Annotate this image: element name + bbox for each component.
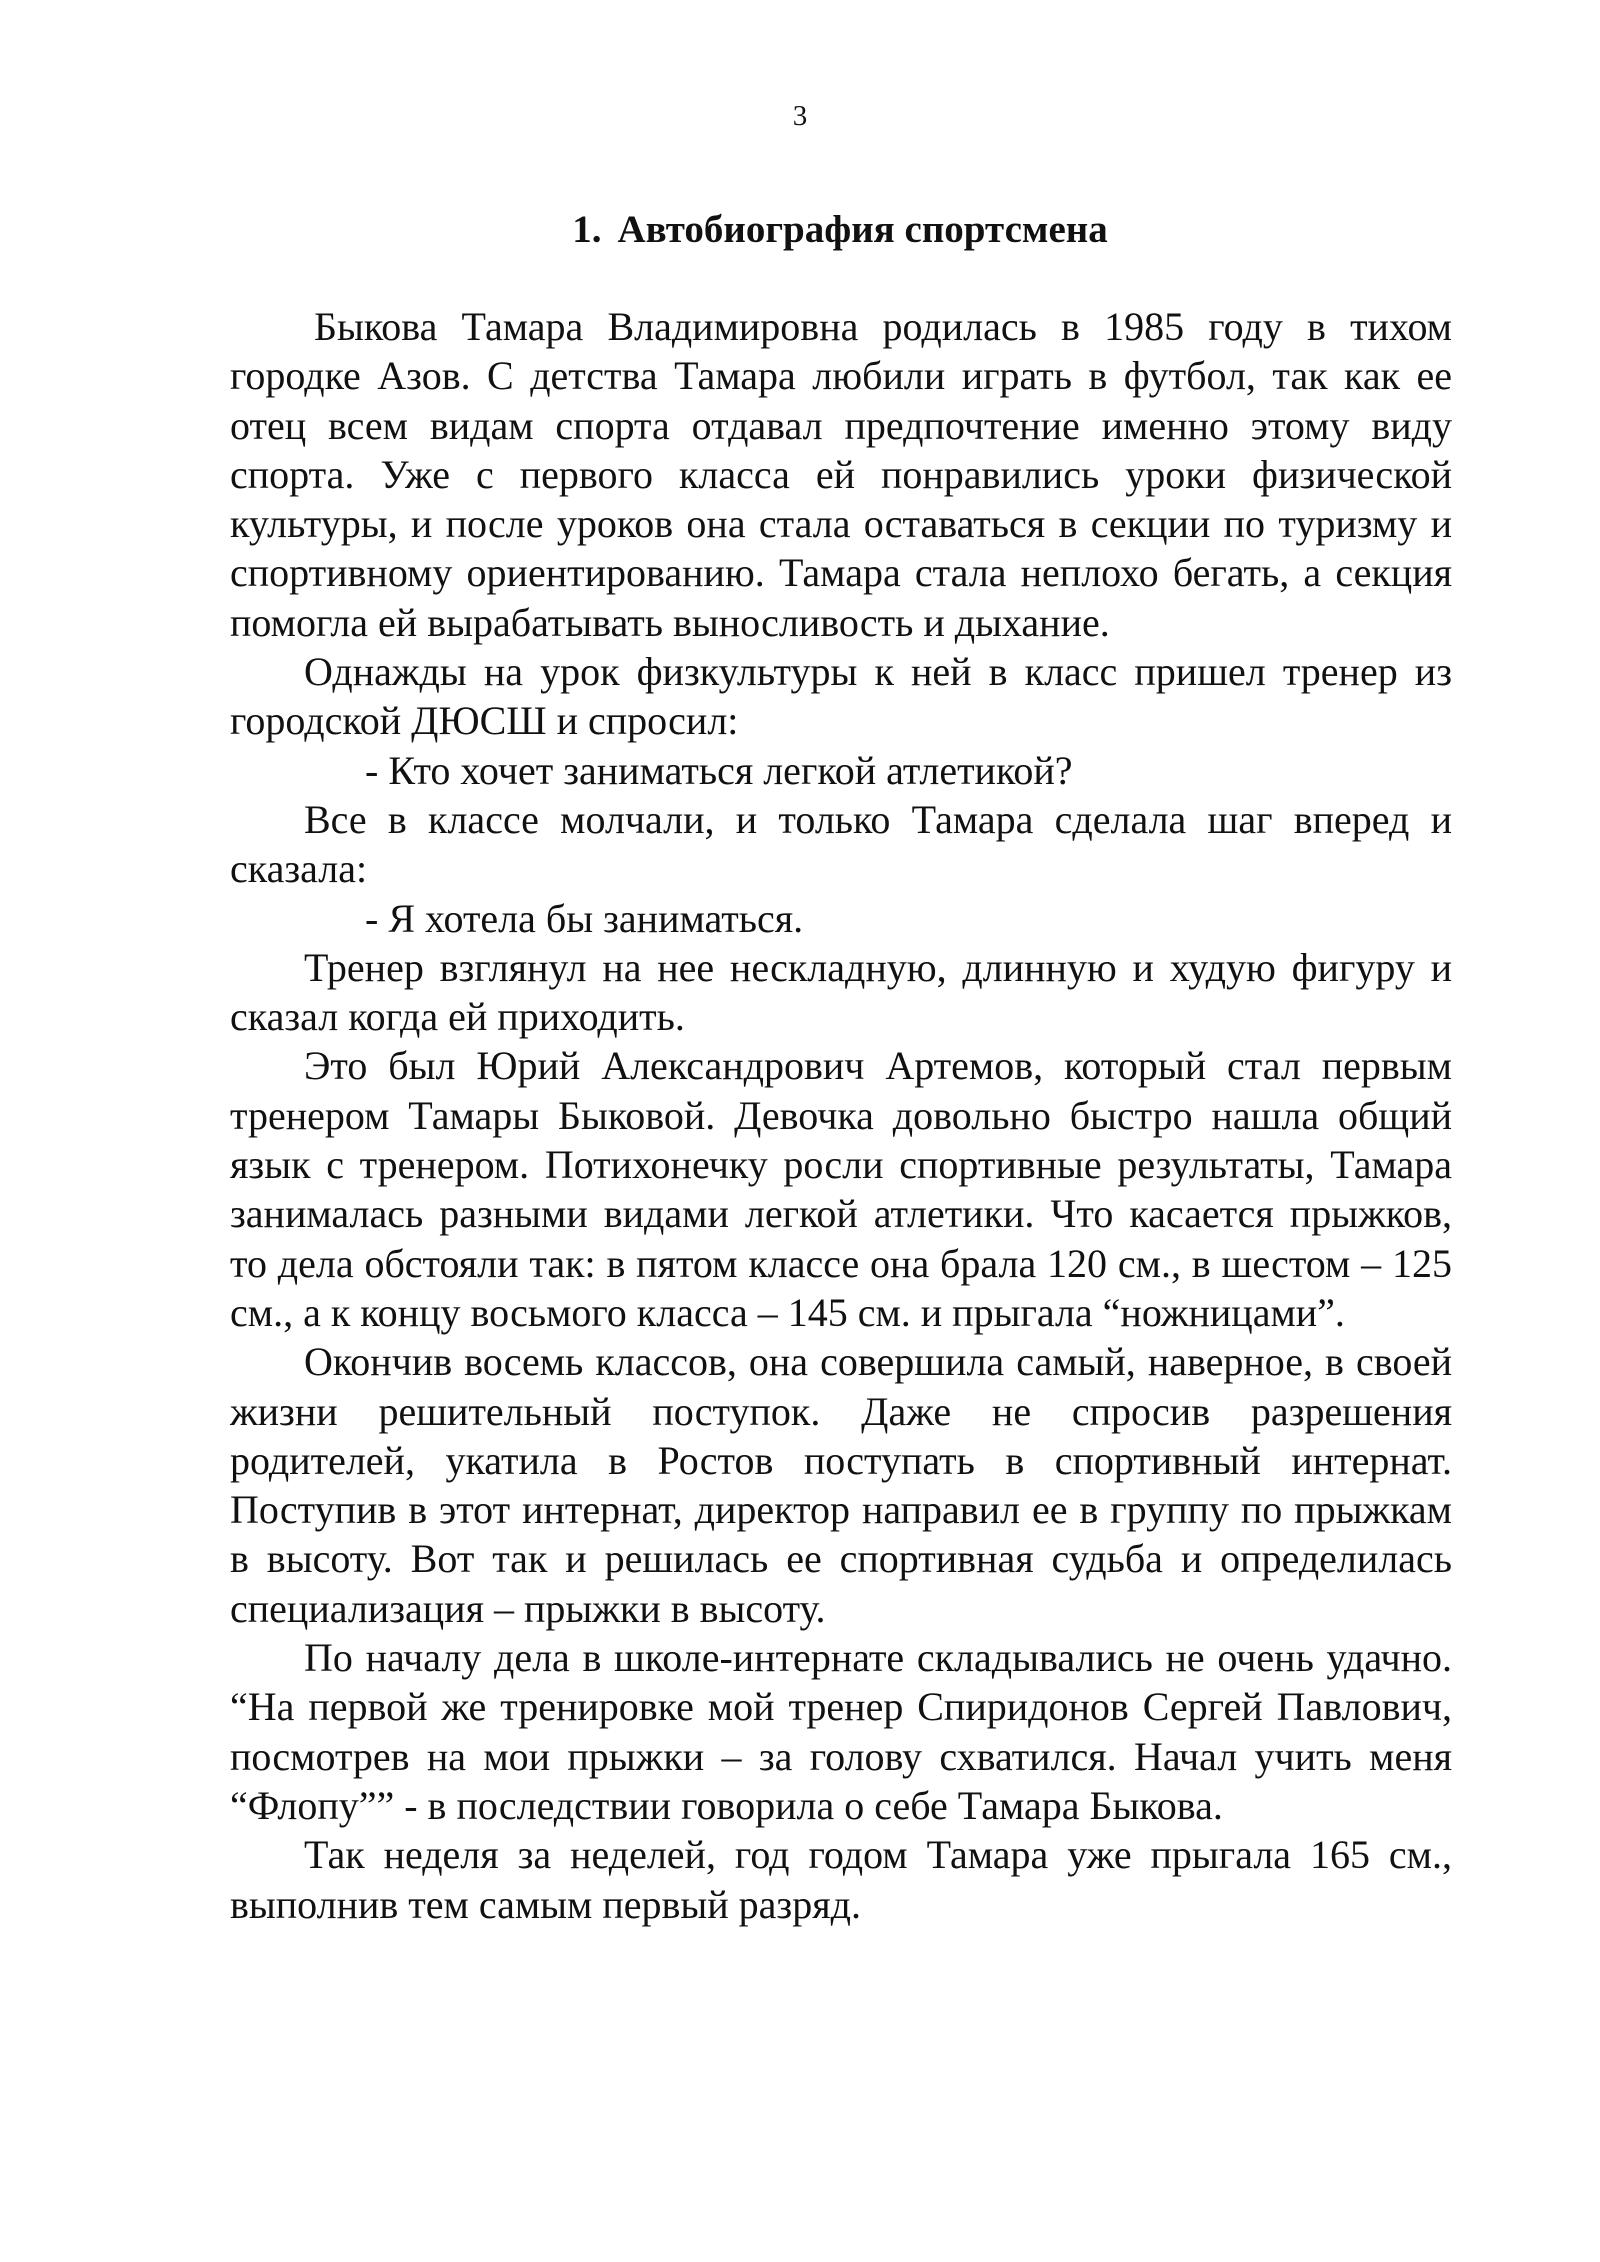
paragraph-first-rank: Так неделя за неделей, год годом Тамара уже прыгала 165 см., выполнив тем самым первый разряд. [230,1832,1452,1927]
section-title: Автобиография спортсмена [617,208,1108,251]
section-heading [230,206,1450,254]
paragraph-rostov: Окончив восемь классов, она совершила самый, наверное, в своей жизни решительный поступок. Даже не спросив разрешения родителей, укатила в Ростов поступать в спортивный интернат. Поступив в этот интернат, директор направил ее в группу по прыжкам в высоту. Вот так и решилась ее спортивная судьба и определилась специализация – прыжки в высоту. [230,1339,1452,1631]
paragraph-coach-visit: Однажды на урок физкультуры к ней в класс пришел тренер из городской ДЮСШ и спросил: [230,649,1452,744]
paragraph-class-silent: Все в классе молчали, и только Тамара сделала шаг вперед и сказала: [230,796,1452,892]
paragraph-first-coach: Это был Юрий Александрович Артемов, который стал первым тренером Тамары Быковой. Девочка довольно быстро нашла общий язык с тренером. Потихонечку росли спортивные результаты, Тамара занималась разными видами легкой атлетики. Что касается прыжков, то дела обстояли так: в пятом классе она брала 120 см., в шестом – 125 см., а к концу восьмого класса – 145 см. и прыгала “ножницами”. [230,1043,1452,1335]
body-text [230,302,1452,1929]
dialogue-answer: - Я хотела бы заниматься. [365,895,804,941]
dialogue-question: - Кто хочет заниматься легкой атлетикой? [365,747,1073,793]
section-number: 1. [572,208,602,251]
paragraph-birth: Быкова Тамара Владимировна родилась в 1985 году в тихом городке Азов. С детства Тамара любили играть в футбол, так как ее отец всем видам спорта отдавал предпочтение именно этому виду спорта. Уже с первого класса ей понравились уроки физической культуры, и после уроков она стала оставаться в секции по туризму и спортивному ориентированию. Тамара стала неплохо бегать, а секция помогла ей вырабатывать выносливость и дыхание. [230,304,1452,645]
paragraph-boarding-school: По началу дела в школе-интернате складывались не очень удачно. “На первой же тренировке мой тренер Спиридонов Сергей Павлович, посмотрев на мои прыжки – за голову схватился. Начал учить меня “Флопу”” - в последствии говорила о себе Тамара Быкова. [230,1635,1452,1828]
paragraph-coach-glance: Тренер взглянул на нее нескладную, длинную и худую фигуру и сказал когда ей приходить. [230,944,1452,1040]
page-number: 3 [792,100,808,132]
